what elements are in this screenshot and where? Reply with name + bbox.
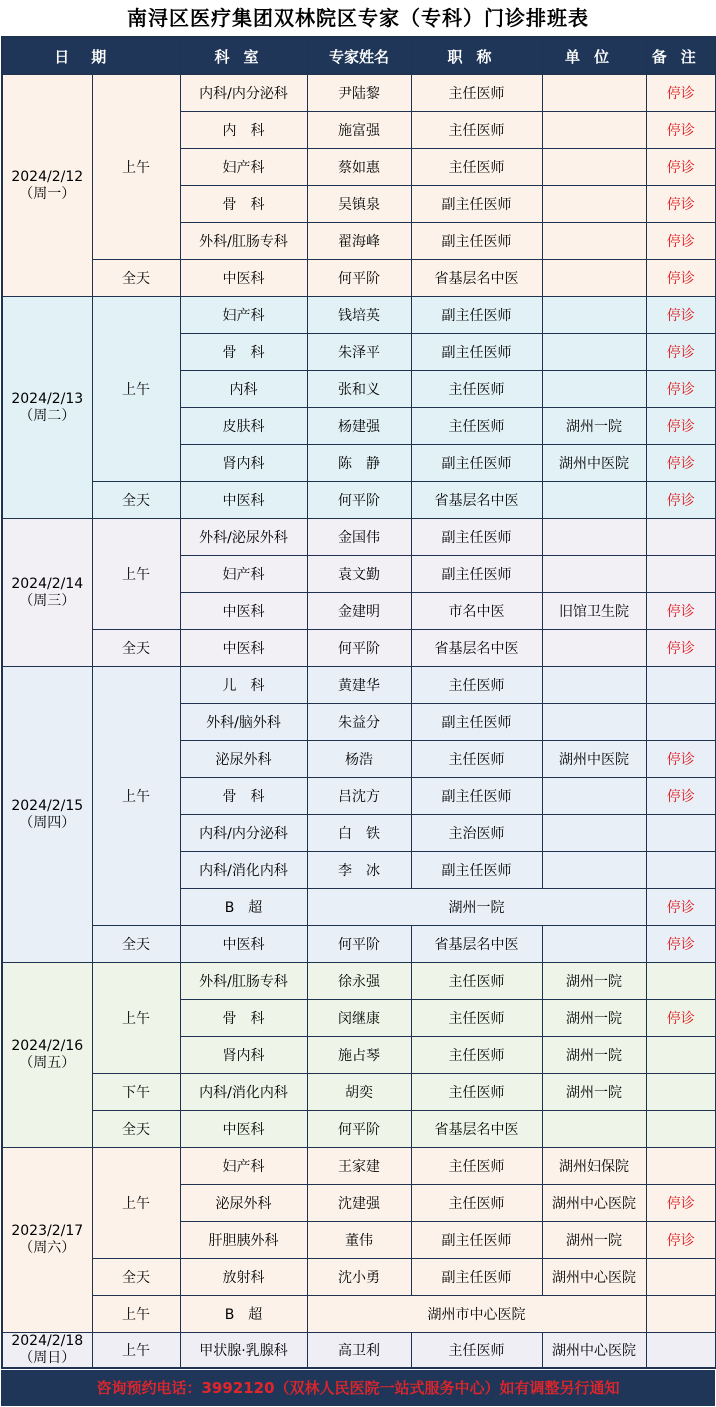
unit-cell: [542, 815, 646, 852]
remark-cell: 停诊: [646, 1185, 716, 1222]
name-cell: 吴镇泉: [307, 186, 411, 223]
name-cell: 闵继康: [307, 1000, 411, 1037]
dept-cell: 外科/肛肠专科: [180, 223, 307, 260]
remark-cell: [646, 1037, 716, 1074]
weekday-text: （周一）: [19, 185, 76, 202]
unit-cell: [542, 630, 646, 667]
table-row: [2, 519, 716, 556]
session-cell: 上午: [92, 519, 180, 630]
name-cell: 李 冰: [307, 852, 411, 889]
dept-cell: 泌尿外科: [180, 1185, 307, 1222]
unit-cell: [542, 149, 646, 186]
name-cell: 吕沈方: [307, 778, 411, 815]
session-cell: 上午: [92, 1296, 180, 1333]
unit-cell: 湖州一院: [542, 1037, 646, 1074]
remark-cell: [646, 963, 716, 1000]
unit-merged-cell: 湖州市中心医院: [307, 1296, 646, 1333]
title-cell: 副主任医师: [411, 223, 542, 260]
unit-cell: [542, 482, 646, 519]
session-cell: 上午: [92, 667, 180, 926]
dept-cell: 皮肤科: [180, 408, 307, 445]
remark-cell: [646, 815, 716, 852]
date-cell: [2, 963, 92, 1148]
dept-cell: 妇产科: [180, 1148, 307, 1185]
date-text: 2024/2/12: [11, 168, 84, 185]
remark-cell: [646, 1074, 716, 1111]
title-cell: 市名中医: [411, 593, 542, 630]
weekday-text: （周日）: [19, 1350, 76, 1366]
header-unit: 单位: [542, 37, 646, 75]
unit-cell: [542, 704, 646, 741]
title-cell: 主任医师: [411, 149, 542, 186]
table-row: [2, 926, 716, 963]
unit-cell: 湖州一院: [542, 963, 646, 1000]
dept-cell: 外科/泌尿外科: [180, 519, 307, 556]
header-row: [2, 37, 716, 75]
name-cell: 高卫利: [307, 1333, 411, 1369]
title-cell: 副主任医师: [411, 334, 542, 371]
table-row: [2, 260, 716, 297]
name-cell: 朱益分: [307, 704, 411, 741]
table-row: [2, 75, 716, 112]
remark-cell: [646, 1111, 716, 1148]
session-cell: 全天: [92, 1111, 180, 1148]
session-cell: 全天: [92, 482, 180, 519]
title-cell: 副主任医师: [411, 704, 542, 741]
remark-cell: 停诊: [646, 926, 716, 963]
dept-cell: 中医科: [180, 630, 307, 667]
remark-cell: 停诊: [646, 1222, 716, 1259]
title-cell: 主任医师: [411, 112, 542, 149]
day-group: [2, 667, 716, 963]
unit-cell: [542, 778, 646, 815]
remark-cell: 停诊: [646, 112, 716, 149]
unit-cell: [542, 75, 646, 112]
session-cell: 上午: [92, 75, 180, 260]
table-row: [2, 1111, 716, 1148]
remark-cell: [646, 1296, 716, 1333]
title-cell: 副主任医师: [411, 1222, 542, 1259]
dept-cell: 内科/内分泌科: [180, 75, 307, 112]
dept-cell: 骨 科: [180, 778, 307, 815]
table-row: [2, 1259, 716, 1296]
table-row: [2, 297, 716, 334]
title-cell: 副主任医师: [411, 556, 542, 593]
day-group: [2, 519, 716, 667]
remark-cell: 停诊: [646, 741, 716, 778]
date-cell: [2, 1333, 92, 1369]
remark-cell: 停诊: [646, 1000, 716, 1037]
name-cell: 胡奕: [307, 1074, 411, 1111]
title-cell: 主任医师: [411, 667, 542, 704]
unit-cell: 湖州中医院: [542, 445, 646, 482]
session-cell: 上午: [92, 963, 180, 1074]
title-cell: 省基层名中医: [411, 926, 542, 963]
title-cell: 主任医师: [411, 75, 542, 112]
dept-cell: 骨 科: [180, 334, 307, 371]
title-cell: 省基层名中医: [411, 260, 542, 297]
remark-cell: 停诊: [646, 593, 716, 630]
table-row: [2, 667, 716, 704]
name-cell: 钱培英: [307, 297, 411, 334]
name-cell: 翟海峰: [307, 223, 411, 260]
table-row: [2, 1333, 716, 1369]
table-row: [2, 1296, 716, 1333]
name-cell: 何平阶: [307, 630, 411, 667]
name-cell: 黄建华: [307, 667, 411, 704]
dept-cell: 外科/脑外科: [180, 704, 307, 741]
date-text: 2024/2/16: [11, 1038, 84, 1054]
dept-cell: 妇产科: [180, 297, 307, 334]
session-cell: 全天: [92, 1259, 180, 1296]
remark-cell: [646, 1259, 716, 1296]
header-date: 日期: [2, 37, 180, 75]
title-cell: 副主任医师: [411, 445, 542, 482]
dept-cell: 妇产科: [180, 149, 307, 186]
remark-cell: [646, 852, 716, 889]
unit-cell: [542, 926, 646, 963]
unit-cell: [542, 371, 646, 408]
name-cell: 何平阶: [307, 926, 411, 963]
name-cell: 何平阶: [307, 1111, 411, 1148]
dept-cell: 肝胆胰外科: [180, 1222, 307, 1259]
name-cell: 尹陆黎: [307, 75, 411, 112]
date-cell: [2, 519, 92, 667]
unit-cell: [542, 223, 646, 260]
unit-cell: 湖州中心医院: [542, 1185, 646, 1222]
day-group: [2, 75, 716, 297]
dept-cell: 内科: [180, 371, 307, 408]
unit-cell: 旧馆卫生院: [542, 593, 646, 630]
unit-cell: [542, 334, 646, 371]
title-cell: 主任医师: [411, 1037, 542, 1074]
dept-cell: 骨 科: [180, 1000, 307, 1037]
name-cell: 沈建强: [307, 1185, 411, 1222]
title-cell: 主任医师: [411, 1148, 542, 1185]
dept-cell: 放射科: [180, 1259, 307, 1296]
unit-cell: 湖州一院: [542, 1222, 646, 1259]
unit-cell: 湖州一院: [542, 1074, 646, 1111]
day-group: [2, 1333, 716, 1369]
unit-merged-cell: 湖州一院: [307, 889, 646, 926]
title-cell: 副主任医师: [411, 519, 542, 556]
header-dept: 科室: [180, 37, 307, 75]
remark-cell: 停诊: [646, 889, 716, 926]
title-cell: 省基层名中医: [411, 1111, 542, 1148]
name-cell: 蔡如惠: [307, 149, 411, 186]
name-cell: 杨浩: [307, 741, 411, 778]
title-cell: 主任医师: [411, 1333, 542, 1369]
dept-cell: 外科/肛肠专科: [180, 963, 307, 1000]
title-cell: 省基层名中医: [411, 630, 542, 667]
remark-cell: 停诊: [646, 297, 716, 334]
unit-cell: [542, 556, 646, 593]
remark-cell: [646, 704, 716, 741]
title-cell: 主任医师: [411, 1074, 542, 1111]
title-cell: 主任医师: [411, 741, 542, 778]
remark-cell: 停诊: [646, 630, 716, 667]
session-cell: 上午: [92, 1333, 180, 1369]
name-cell: 张和义: [307, 371, 411, 408]
unit-cell: [542, 297, 646, 334]
unit-cell: 湖州一院: [542, 1000, 646, 1037]
date-text: 2024/2/15: [11, 797, 84, 814]
dept-cell: 中医科: [180, 482, 307, 519]
session-cell: 上午: [92, 297, 180, 482]
dept-cell: B 超: [180, 889, 307, 926]
page-title: 南浔区医疗集团双林院区专家（专科）门诊排班表: [127, 6, 589, 30]
table-row: [2, 1074, 716, 1111]
session-cell: 上午: [92, 1148, 180, 1259]
remark-cell: [646, 1148, 716, 1185]
dept-cell: 内 科: [180, 112, 307, 149]
dept-cell: 妇产科: [180, 556, 307, 593]
name-cell: 金建明: [307, 593, 411, 630]
dept-cell: 内科/消化内科: [180, 1074, 307, 1111]
remark-cell: 停诊: [646, 186, 716, 223]
unit-cell: [542, 186, 646, 223]
dept-cell: 中医科: [180, 1111, 307, 1148]
remark-cell: 停诊: [646, 334, 716, 371]
dept-cell: 内科/内分泌科: [180, 815, 307, 852]
dept-cell: 内科/消化内科: [180, 852, 307, 889]
session-cell: 下午: [92, 1074, 180, 1111]
name-cell: 施占琴: [307, 1037, 411, 1074]
weekday-text: （周三）: [19, 592, 76, 609]
weekday-text: （周五）: [19, 1055, 76, 1071]
name-cell: 袁文勤: [307, 556, 411, 593]
unit-cell: [542, 112, 646, 149]
title-cell: 省基层名中医: [411, 482, 542, 519]
remark-cell: [646, 667, 716, 704]
weekday-text: （周二）: [19, 407, 76, 424]
title-cell: 副主任医师: [411, 778, 542, 815]
date-text: 2023/2/17: [11, 1223, 84, 1239]
header-name: 专家姓名: [307, 37, 411, 75]
dept-cell: 骨 科: [180, 186, 307, 223]
name-cell: 王家建: [307, 1148, 411, 1185]
remark-cell: [646, 556, 716, 593]
date-text: 2024/2/14: [11, 575, 84, 592]
unit-cell: [542, 852, 646, 889]
footer-notice: 咨询预约电话：3992120（双林人民医院一站式服务中心）如有调整另行通知: [1, 1370, 715, 1406]
title-cell: 主任医师: [411, 408, 542, 445]
title-cell: 副主任医师: [411, 297, 542, 334]
date-text: 2024/2/18: [11, 1333, 84, 1349]
unit-cell: 湖州一院: [542, 408, 646, 445]
name-cell: 董伟: [307, 1222, 411, 1259]
name-cell: 何平阶: [307, 482, 411, 519]
unit-cell: 湖州中医院: [542, 741, 646, 778]
name-cell: 朱泽平: [307, 334, 411, 371]
remark-cell: [646, 519, 716, 556]
remark-cell: 停诊: [646, 75, 716, 112]
title-cell: 副主任医师: [411, 1259, 542, 1296]
table-row: [2, 963, 716, 1000]
dept-cell: B 超: [180, 1296, 307, 1333]
remark-cell: 停诊: [646, 223, 716, 260]
name-cell: 陈 静: [307, 445, 411, 482]
date-cell: [2, 75, 92, 297]
day-group: [2, 297, 716, 519]
header-title: 职称: [411, 37, 542, 75]
unit-cell: [542, 519, 646, 556]
title-cell: 副主任医师: [411, 852, 542, 889]
dept-cell: 中医科: [180, 260, 307, 297]
table-row: [2, 482, 716, 519]
unit-cell: 湖州中心医院: [542, 1333, 646, 1369]
title-cell: 副主任医师: [411, 186, 542, 223]
remark-cell: 停诊: [646, 482, 716, 519]
schedule-table: [1, 36, 716, 1369]
remark-cell: 停诊: [646, 260, 716, 297]
title-cell: 主任医师: [411, 371, 542, 408]
dept-cell: 泌尿外科: [180, 741, 307, 778]
name-cell: 施富强: [307, 112, 411, 149]
unit-cell: [542, 667, 646, 704]
title-cell: 主任医师: [411, 1000, 542, 1037]
date-text: 2024/2/13: [11, 390, 84, 407]
name-cell: 何平阶: [307, 260, 411, 297]
unit-cell: [542, 1111, 646, 1148]
table-row: [2, 630, 716, 667]
day-group: [2, 1148, 716, 1333]
weekday-text: （周四）: [19, 814, 76, 831]
session-cell: 全天: [92, 926, 180, 963]
name-cell: 徐永强: [307, 963, 411, 1000]
unit-cell: 湖州妇保院: [542, 1148, 646, 1185]
name-cell: 白 铁: [307, 815, 411, 852]
weekday-text: （周六）: [19, 1240, 76, 1256]
remark-cell: 停诊: [646, 445, 716, 482]
title-cell: 主治医师: [411, 815, 542, 852]
session-cell: 全天: [92, 630, 180, 667]
name-cell: 金国伟: [307, 519, 411, 556]
unit-cell: [542, 260, 646, 297]
dept-cell: 中医科: [180, 593, 307, 630]
dept-cell: 肾内科: [180, 445, 307, 482]
dept-cell: 儿 科: [180, 667, 307, 704]
date-cell: [2, 297, 92, 519]
dept-cell: 中医科: [180, 926, 307, 963]
name-cell: 沈小勇: [307, 1259, 411, 1296]
table-row: [2, 1148, 716, 1185]
title-cell: 主任医师: [411, 1185, 542, 1222]
day-group: [2, 963, 716, 1148]
header-remark: 备注: [646, 37, 716, 75]
session-cell: 全天: [92, 260, 180, 297]
dept-cell: 甲状腺·乳腺科: [180, 1333, 307, 1369]
remark-cell: 停诊: [646, 371, 716, 408]
remark-cell: 停诊: [646, 408, 716, 445]
title-cell: 主任医师: [411, 963, 542, 1000]
name-cell: 杨建强: [307, 408, 411, 445]
dept-cell: 肾内科: [180, 1037, 307, 1074]
date-cell: [2, 667, 92, 963]
unit-cell: 湖州中心医院: [542, 1259, 646, 1296]
date-cell: [2, 1148, 92, 1333]
remark-cell: 停诊: [646, 778, 716, 815]
remark-cell: 停诊: [646, 149, 716, 186]
remark-cell: [646, 1333, 716, 1369]
